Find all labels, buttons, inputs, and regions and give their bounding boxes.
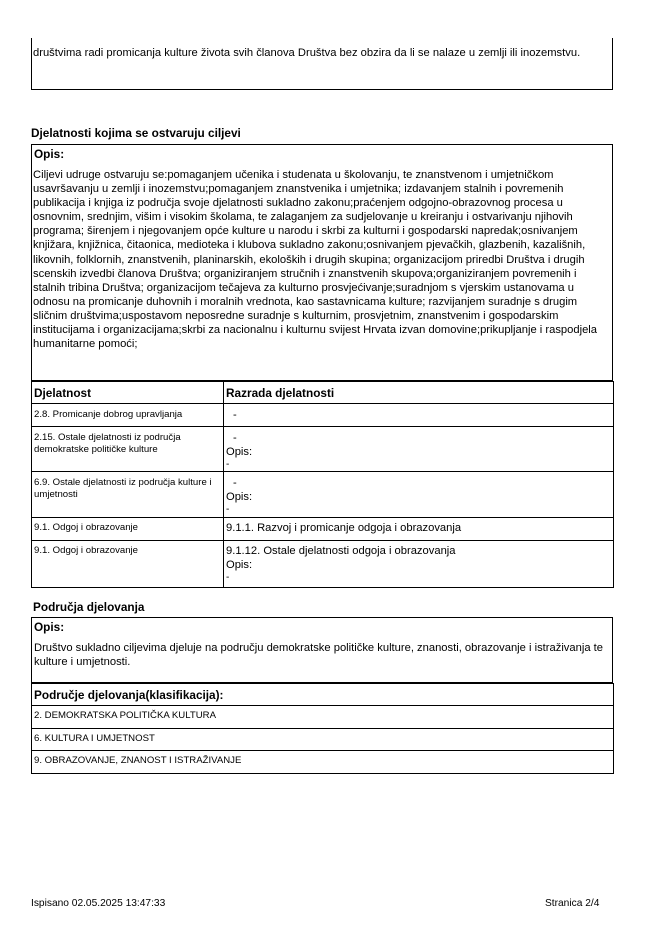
areas-section-title: Područja djelovanja [33,600,145,614]
breakdown-opis-label: Opis: [226,491,253,504]
activity-cell: 2.8. Promicanje dobrog upravljanja [32,404,224,427]
area-item: 6. KULTURA I UMJETNOST [32,729,614,751]
list-item [32,751,614,774]
breakdown-opis-label: Opis: [226,446,253,459]
objectives-continuation-text: društvima radi promicanja kulture života svih članova Društva bez obzira da li se nalaze u zemlji ili inozemstvu. [33,47,581,59]
breakdown-opis-value: - [226,504,230,516]
activity-cell: 9.1. Odgoj i obrazovanje [32,541,224,588]
breakdown-value: 9.1.12. Ostale djelatnosti odgoja i obrazovanja [226,545,456,557]
breakdown-value: - [233,409,237,421]
breakdown-opis-value: - [226,459,230,471]
breakdown-cell [224,472,614,518]
table-row [32,518,614,541]
breakdown-value: - [233,432,237,444]
activity-cell: 6.9. Ostale djelatnosti iz područja kulture i umjetnosti [32,472,224,518]
areas-opis-label: Opis: [34,620,65,634]
table-row [32,472,614,518]
areas-classification-table [31,683,614,774]
column-header-activity: Djelatnost [32,382,224,404]
column-header-breakdown: Razrada djelatnosti [224,382,614,404]
breakdown-cell [224,404,614,427]
breakdown-value: 9.1.1. Razvoj i promicanje odgoja i obrazovanja [226,522,462,534]
breakdown-opis-label: Opis: [226,559,253,572]
page-number: Stranica 2/4 [545,898,600,909]
activity-cell: 2.15. Ostale djelatnosti iz područja demokratske političke kulture [32,427,224,472]
activities-table [31,381,614,588]
breakdown-cell [224,518,614,541]
areas-classification-label: Područje djelovanja(klasifikacija): [32,684,614,706]
breakdown-value: - [233,477,237,489]
activities-description-text: Ciljevi udruge ostvaruju se:pomaganjem učenika i studenata u školovanju, te znanstvenom i umjetničkom usavršavanju u zemlji i inozemstvu;pomaganjem znanstvenika i umjetnika; izdavanjem stalnih i povremenih publikacija i knjiga iz područja svoje djelatnosti sukladno zakonu;praćenjem odgojno-obrazovnog procesa u osnovnim, srednjim, višim i visokim školama, te zalaganjem za sudjelovanje u kreiranju i ostvarivanju njihovih programa; širenjem i njegovanjem opće kulture u narodu i skrbi za kulturni i gospodarski napredak;osnivanjem knjižara, knjižnica, čitaonica, medioteka i klubova sukladno zakonu;osnivanjem pjevačkih, glazbenih, kazališnih, likovnih, folklornih, znanstvenih, planinarskih, ekoloških i drugih skupina; organizacijom priredbi Društva i drugih scenskih izvedbi članova Društva; organiziranjem stručnih i znanstvenih skupova;organiziranjem povremenih i stalnih tribina Društva; organizacijom tečajeva za kulturno prosvjećivanje;suradnjom s vjerskim ustanovama u odnosu na promicanje duhovnih i moralnih vrednota, kao sastavnicama kulture; razvijanjem suradnje s drugim sličnim društvima;uspostavom neposredne suradnje s kulturnim, prosvjetnim, znanstvenim i gospodarskim institucijama i organizacijama;skrbi za nacionalnu i kulturnu svijest Hrvata izvan domovine;prikupljanje i raspodjela humanitarne pomoći; [33,169,597,351]
areas-description-text: Društvo sukladno ciljevima djeluje na području demokratske političke kulture, znanosti, obrazovanje i istraživanja te kulture i umjetnosti. [34,642,603,669]
table-row [32,427,614,472]
breakdown-opis-value: - [226,572,230,584]
list-item [32,729,614,751]
activity-cell: 9.1. Odgoj i obrazovanje [32,518,224,541]
table-row [32,541,614,588]
breakdown-cell [224,541,614,588]
list-item [32,706,614,729]
printed-timestamp: Ispisano 02.05.2025 13:47:33 [31,898,166,909]
breakdown-cell [224,427,614,472]
table-row [32,404,614,427]
activities-section-title: Djelatnosti kojima se ostvaruju ciljevi [31,126,241,140]
area-item: 9. OBRAZOVANJE, ZNANOST I ISTRAŽIVANJE [32,751,614,774]
area-item: 2. DEMOKRATSKA POLITIČKA KULTURA [32,706,614,729]
activities-opis-label: Opis: [34,147,65,161]
